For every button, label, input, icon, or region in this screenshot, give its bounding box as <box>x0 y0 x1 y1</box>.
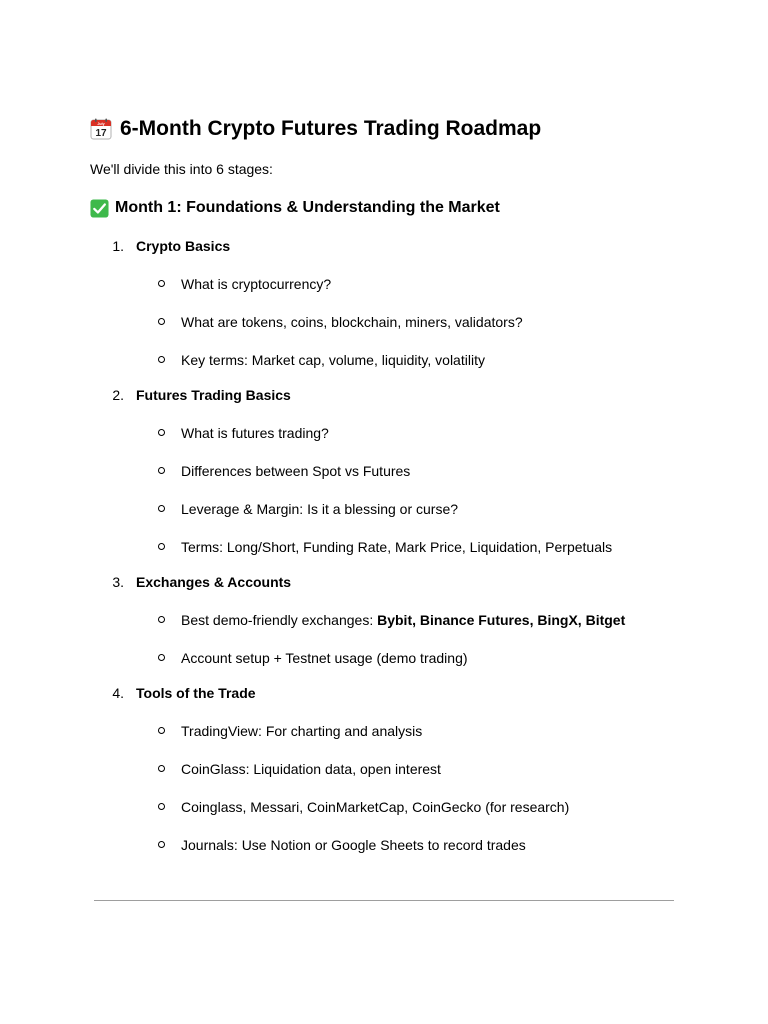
hollow-bullet-icon <box>158 727 165 734</box>
list-item-text: CoinGlass: Liquidation data, open interest <box>181 761 441 777</box>
hollow-bullet-icon <box>158 467 165 474</box>
list-item <box>90 462 680 480</box>
topic-number: 2. <box>112 387 124 403</box>
list-item-text: Terms: Long/Short, Funding Rate, Mark Price, Liquidation, Perpetuals <box>181 539 613 555</box>
topic-crypto-basics <box>90 237 680 255</box>
horizontal-divider <box>94 900 674 901</box>
page-title-text: 6-Month Crypto Futures Trading Roadmap <box>120 117 542 140</box>
list-item-text: Key terms: Market cap, volume, liquidity, volatility <box>181 352 485 368</box>
topic-exchanges-accounts <box>90 573 680 591</box>
exchange-names: Bybit, Binance Futures, BingX, Bitget <box>377 612 626 628</box>
hollow-bullet-icon <box>158 803 165 810</box>
list-item <box>90 611 680 629</box>
bullet-list <box>90 722 680 854</box>
intro-text: We'll divide this into 6 stages: <box>90 161 273 177</box>
hollow-bullet-icon <box>158 841 165 848</box>
list-item-text: What are tokens, coins, blockchain, miners, validators? <box>181 314 523 330</box>
page-title <box>90 113 680 145</box>
hollow-bullet-icon <box>158 654 165 661</box>
list-item <box>90 836 680 854</box>
calendar-icon-day: 17 <box>95 128 107 139</box>
hollow-bullet-icon <box>158 765 165 772</box>
bullet-list <box>90 424 680 556</box>
topic-number: 4. <box>112 685 124 701</box>
list-item <box>90 500 680 518</box>
topic-number: 1. <box>112 238 124 254</box>
list-item <box>90 722 680 740</box>
calendar-icon <box>90 118 112 140</box>
topic-number: 3. <box>112 574 124 590</box>
list-item-text: Best demo-friendly exchanges: <box>181 612 378 628</box>
list-item-text: Coinglass, Messari, CoinMarketCap, CoinGecko (for research) <box>181 799 570 815</box>
topic-title: Crypto Basics <box>136 238 231 254</box>
list-item-text: What is futures trading? <box>181 425 329 441</box>
hollow-bullet-icon <box>158 543 165 550</box>
list-item <box>90 275 680 293</box>
list-item <box>90 424 680 442</box>
hollow-bullet-icon <box>158 616 165 623</box>
topic-tools-of-the-trade <box>90 684 680 702</box>
topic-title: Tools of the Trade <box>136 685 256 701</box>
list-item <box>90 313 680 331</box>
bullet-list <box>90 275 680 369</box>
list-item-text: What is cryptocurrency? <box>181 276 332 292</box>
list-item-text: Journals: Use Notion or Google Sheets to record trades <box>181 837 526 853</box>
list-item-text: Account setup + Testnet usage (demo trading) <box>181 650 468 666</box>
list-item-text: TradingView: For charting and analysis <box>181 723 423 739</box>
hollow-bullet-icon <box>158 429 165 436</box>
list-item <box>90 760 680 778</box>
document-page <box>90 113 680 854</box>
list-item <box>90 351 680 369</box>
list-item-text: Differences between Spot vs Futures <box>181 463 411 479</box>
section-heading-month-1 <box>90 196 680 220</box>
topic-title: Exchanges & Accounts <box>136 574 292 590</box>
topic-title: Futures Trading Basics <box>136 387 291 403</box>
bullet-list <box>90 611 680 667</box>
hollow-bullet-icon <box>158 318 165 325</box>
topic-futures-trading-basics <box>90 386 680 404</box>
hollow-bullet-icon <box>158 505 165 512</box>
list-item <box>90 649 680 667</box>
hollow-bullet-icon <box>158 280 165 287</box>
calendar-icon-month: July <box>97 122 105 126</box>
list-item-text: Leverage & Margin: Is it a blessing or curse? <box>181 501 459 517</box>
list-item <box>90 798 680 816</box>
section-heading-text: Month 1: Foundations & Understanding the Market <box>115 199 500 216</box>
hollow-bullet-icon <box>158 356 165 363</box>
list-item <box>90 538 680 556</box>
check-mark-icon <box>90 199 109 218</box>
